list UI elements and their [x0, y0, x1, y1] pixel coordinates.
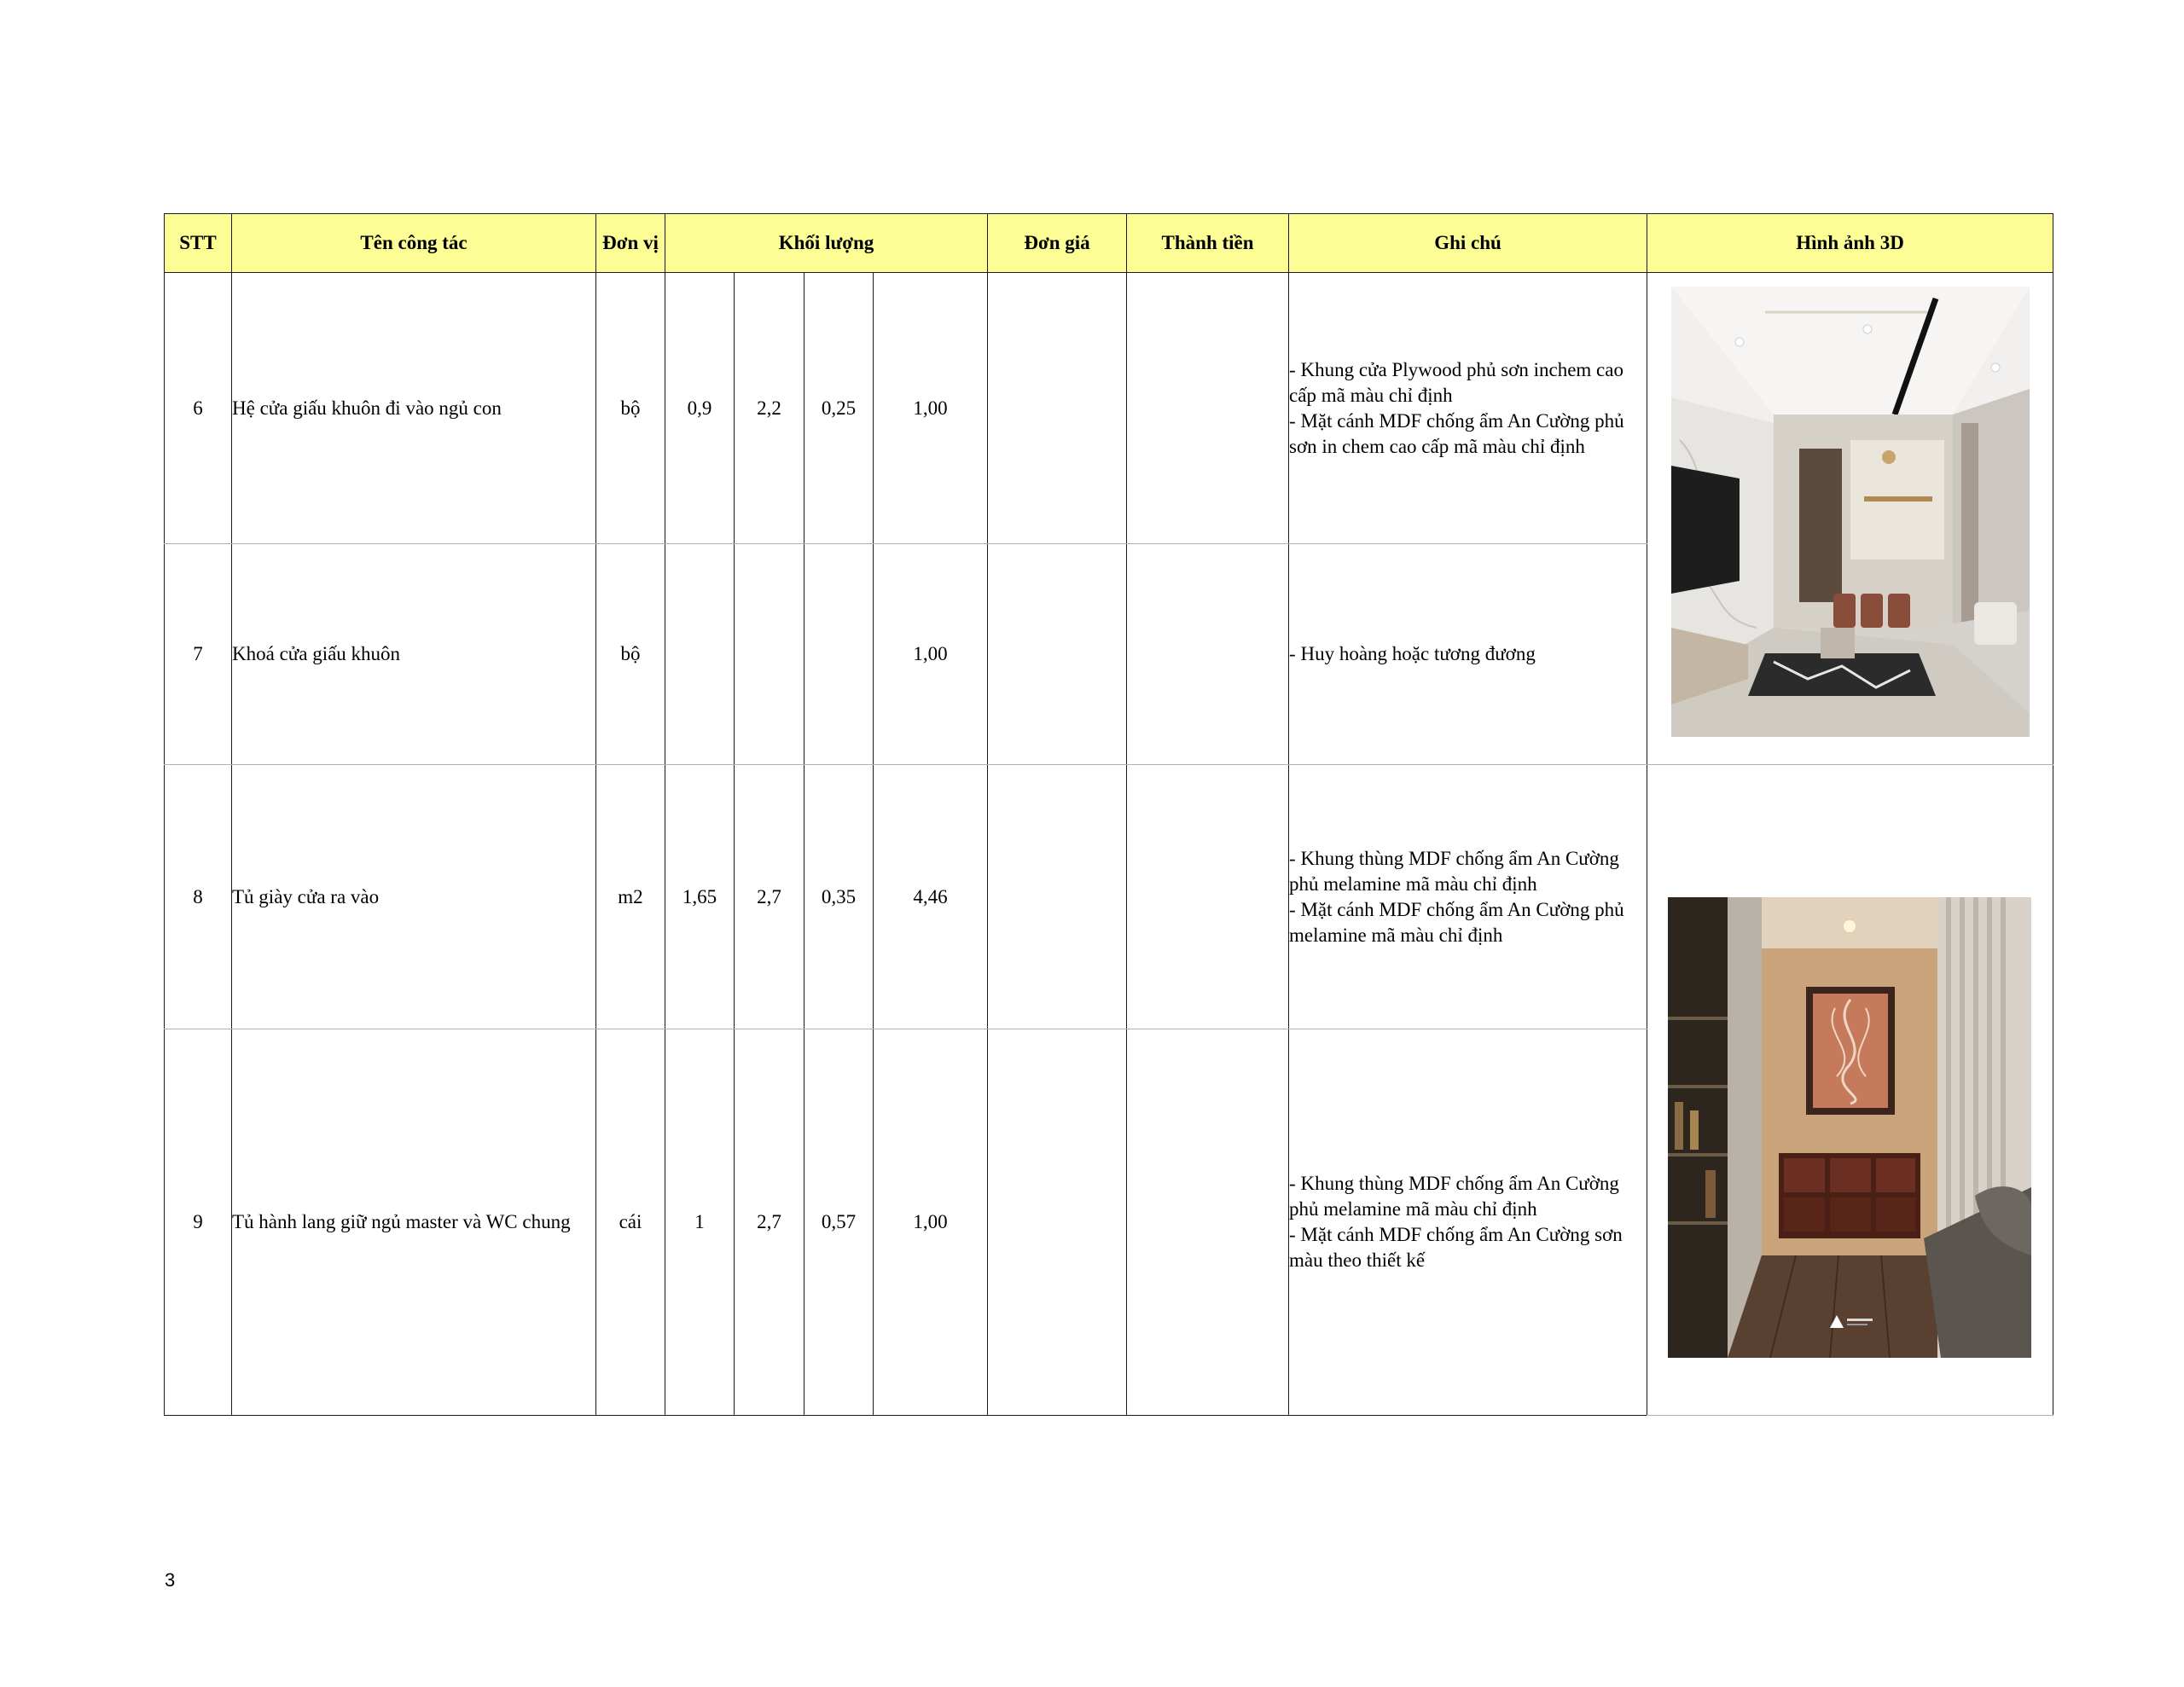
cell-dim2	[735, 544, 804, 765]
cell-stt: 6	[165, 273, 232, 544]
cell-image-3d	[1647, 273, 2053, 765]
cell-dim3: 0,25	[804, 273, 874, 544]
cell-dim3	[804, 544, 874, 765]
cell-unit: m2	[596, 765, 665, 1029]
cell-dim1: 1	[665, 1029, 735, 1416]
cell-stt: 8	[165, 765, 232, 1029]
table-row	[165, 765, 2053, 1029]
cell-unit-price	[988, 1029, 1127, 1416]
cell-qty: 1,00	[874, 544, 988, 765]
cell-name: Tủ giày cửa ra vào	[232, 765, 596, 1029]
header-don-vi: Đơn vị	[596, 214, 665, 273]
cell-amount	[1127, 1029, 1289, 1416]
cell-unit: bộ	[596, 273, 665, 544]
cell-dim1	[665, 544, 735, 765]
header-ten-cong-tac: Tên công tác	[232, 214, 596, 273]
cell-unit: bộ	[596, 544, 665, 765]
header-thanh-tien: Thành tiền	[1127, 214, 1289, 273]
cell-dim1: 0,9	[665, 273, 735, 544]
living-room-illustration	[1671, 287, 2030, 737]
cell-note: - Huy hoàng hoặc tương đương	[1289, 544, 1647, 765]
table-row	[165, 273, 2053, 544]
header-don-gia: Đơn giá	[988, 214, 1127, 273]
header-ghi-chu: Ghi chú	[1289, 214, 1647, 273]
cell-amount	[1127, 765, 1289, 1029]
cell-amount	[1127, 273, 1289, 544]
cell-unit-price	[988, 544, 1127, 765]
cell-unit: cái	[596, 1029, 665, 1416]
cell-qty: 4,46	[874, 765, 988, 1029]
cell-qty: 1,00	[874, 1029, 988, 1416]
cell-note: - Khung thùng MDF chống ẩm An Cường phủ melamine mã màu chỉ định - Mặt cánh MDF chống ẩm An Cường sơn màu theo thiết kế	[1289, 1029, 1647, 1416]
cell-name: Khoá cửa giấu khuôn	[232, 544, 596, 765]
cell-dim1: 1,65	[665, 765, 735, 1029]
boq-sheet	[164, 213, 2053, 1419]
cell-name: Hệ cửa giấu khuôn đi vào ngủ con	[232, 273, 596, 544]
header-hinh-anh: Hình ảnh 3D	[1647, 214, 2053, 273]
boq-table	[164, 213, 2053, 1416]
living-room-render	[1671, 287, 2030, 737]
cell-stt: 9	[165, 1029, 232, 1416]
header-khoi-luong: Khối lượng	[665, 214, 988, 273]
header-row	[165, 214, 2053, 273]
cell-dim3: 0,57	[804, 1029, 874, 1416]
cell-note: - Khung cửa Plywood phủ sơn inchem cao cấp mã màu chỉ định - Mặt cánh MDF chống ẩm An Cường phủ sơn in chem cao cấp mã màu chỉ định	[1289, 273, 1647, 544]
hallway-illustration	[1668, 897, 2031, 1358]
cell-qty: 1,00	[874, 273, 988, 544]
cell-amount	[1127, 544, 1289, 765]
cell-dim3: 0,35	[804, 765, 874, 1029]
header-stt: STT	[165, 214, 232, 273]
cell-name: Tủ hành lang giữ ngủ master và WC chung	[232, 1029, 596, 1416]
hallway-cabinet-render	[1668, 897, 2031, 1358]
cell-image-3d	[1647, 765, 2053, 1416]
cell-stt: 7	[165, 544, 232, 765]
cell-dim2: 2,7	[735, 1029, 804, 1416]
cell-dim2: 2,7	[735, 765, 804, 1029]
cell-unit-price	[988, 273, 1127, 544]
cell-unit-price	[988, 765, 1127, 1029]
cell-dim2: 2,2	[735, 273, 804, 544]
page-number: 3	[165, 1569, 176, 1591]
cell-note: - Khung thùng MDF chống ẩm An Cường phủ melamine mã màu chỉ định - Mặt cánh MDF chống ẩm An Cường phủ melamine mã màu chỉ định	[1289, 765, 1647, 1029]
